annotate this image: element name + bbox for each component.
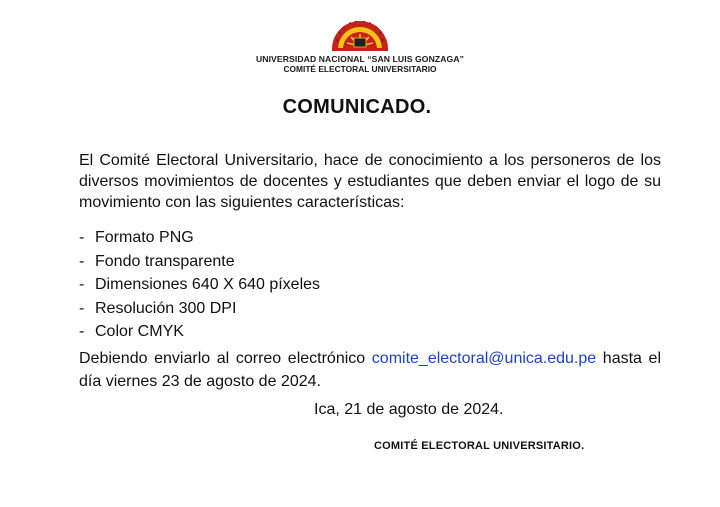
requirement-text: Dimensiones 640 X 640 píxeles (95, 276, 321, 293)
committee-name: COMITÉ ELECTORAL UNIVERSITARIO (283, 64, 437, 74)
date-line: Ica, 21 de agosto de 2024. (314, 401, 504, 418)
signature: COMITÉ ELECTORAL UNIVERSITARIO. (374, 440, 585, 452)
closing-text-before: Debiendo enviarlo al correo electrónico (79, 350, 372, 367)
university-seal-logo (329, 6, 391, 52)
email-link[interactable]: comite_electoral@unica.edu.pe (371, 350, 597, 367)
closing-paragraph (79, 347, 661, 393)
letterhead (0, 6, 720, 74)
requirement-text: Resolución 300 DPI (95, 299, 237, 317)
list-item: - Dimensiones 640 X 640 píxeles (79, 276, 321, 293)
list-item: - Resolución 300 DPI (79, 299, 237, 317)
requirement-text: Formato PNG (95, 229, 194, 246)
list-item: - Formato PNG (79, 229, 194, 246)
closing-text-after: hasta el día viernes 23 de agosto de 2024. (79, 350, 661, 390)
list-item: - Fondo transparente (79, 252, 235, 270)
requirements-list (79, 226, 320, 344)
university-name: UNIVERSIDAD NACIONAL “SAN LUIS GONZAGA” (255, 54, 465, 64)
intro-paragraph: El Comité Electoral Universitario, hace de conocimiento a los personeros de los diversos movimientos de docentes y estudiantes que deben enviar el logo de su movimiento con las siguientes características: (79, 152, 661, 211)
requirement-text: Fondo transparente (95, 252, 235, 270)
document-title: COMUNICADO. (282, 96, 432, 118)
requirement-text: Color CMYK (95, 323, 184, 340)
list-item: - Color CMYK (79, 323, 184, 340)
